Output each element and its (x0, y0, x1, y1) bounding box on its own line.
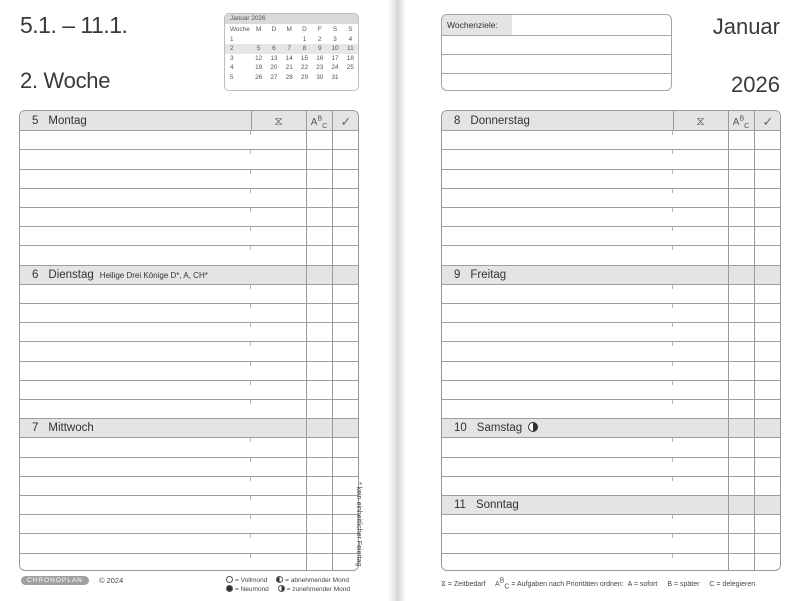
mini-calendar-month: Januar (230, 15, 250, 22)
entry-line[interactable] (20, 437, 358, 456)
waning-moon-label: = abnehmender Mond (285, 577, 349, 584)
entry-line[interactable] (20, 361, 358, 380)
time-tick (672, 458, 673, 462)
weekday-header: M (286, 26, 292, 33)
entry-line[interactable] (20, 130, 358, 149)
day-name: Dienstag (48, 268, 94, 281)
entry-line[interactable] (20, 226, 358, 245)
day-name: Sonntag (475, 499, 519, 511)
priority-c: C = delegieren (709, 581, 756, 589)
left-day-grid (19, 110, 359, 571)
full-moon-label: = Vollmond (235, 577, 268, 584)
calendar-day[interactable]: 1 (302, 35, 307, 43)
day-label (454, 499, 519, 511)
week-number: 2 (225, 44, 251, 54)
calendar-day[interactable] (266, 35, 281, 45)
weekday-header: M (255, 26, 262, 33)
entry-line[interactable] (20, 149, 358, 168)
time-tick (250, 246, 251, 250)
right-day-grid (441, 110, 781, 571)
week-number: 4 (230, 64, 234, 72)
abc-priority-icon: $A^B_C$ (732, 115, 750, 130)
date-range-title: 5.1. – 11.1. (20, 12, 128, 38)
entry-line[interactable] (442, 322, 780, 341)
calendar-day[interactable]: 15 (300, 54, 309, 62)
entry-line[interactable] (20, 207, 358, 226)
weekly-goals-box[interactable] (441, 14, 672, 91)
time-tick (672, 400, 673, 404)
entry-line[interactable] (442, 553, 780, 571)
abc-legend-label: = Aufgaben nach Prioritäten ordnen: (511, 581, 624, 589)
entry-line[interactable] (20, 495, 358, 514)
time-tick (672, 170, 673, 174)
hourglass-icon: ⧖ (696, 114, 705, 128)
day-label (454, 269, 506, 281)
time-tick (250, 438, 251, 442)
time-tick (672, 534, 673, 538)
mini-calendar-year: 2026 (251, 15, 266, 22)
calendar-day[interactable]: 25 (346, 64, 354, 72)
time-tick (672, 515, 673, 519)
calendar-day[interactable]: 16 (316, 54, 324, 62)
weekday-header: S (332, 26, 338, 33)
time-tick (250, 189, 251, 193)
day-label (32, 269, 208, 281)
day-label (32, 422, 94, 434)
weekly-goals-label: Wochenziele: (442, 15, 512, 35)
entry-line[interactable] (20, 553, 358, 571)
weekday-header: S (348, 26, 353, 33)
calendar-day[interactable]: 24 (331, 64, 339, 72)
calendar-day[interactable]: 2 (317, 35, 322, 43)
mini-calendar-header (225, 14, 358, 24)
time-tick (250, 554, 251, 558)
year-title: 2026 (731, 72, 780, 97)
entry-line[interactable] (442, 514, 780, 533)
calendar-day[interactable]: 27 (270, 73, 278, 81)
time-tick (672, 438, 673, 442)
time-tick (250, 150, 251, 154)
goals-line (442, 73, 671, 74)
calendar-day[interactable]: 21 (285, 64, 293, 72)
time-tick (672, 246, 673, 250)
day-name: Mittwoch (48, 422, 94, 435)
entry-line[interactable] (442, 207, 780, 226)
column-divider (754, 111, 755, 570)
hourglass-legend-icon: ⧖ (441, 581, 446, 589)
entry-line[interactable] (20, 284, 358, 303)
weekday-header: D (271, 26, 277, 33)
time-tick (250, 362, 251, 366)
calendar-day[interactable]: 6 (266, 44, 281, 54)
hourglass-icon: ⧖ (274, 114, 283, 128)
moon-legend (226, 576, 357, 594)
waxing-moon-icon (278, 585, 285, 592)
entry-line[interactable] (442, 437, 780, 456)
entry-line[interactable] (20, 514, 358, 533)
entry-line[interactable] (442, 380, 780, 399)
calendar-day[interactable]: 31 (331, 73, 339, 81)
entry-line[interactable] (442, 130, 780, 149)
time-tick (250, 381, 251, 385)
entry-line[interactable] (442, 533, 780, 552)
goals-line (442, 54, 671, 55)
new-moon-icon (226, 585, 233, 592)
entry-line[interactable] (20, 188, 358, 207)
entry-line[interactable] (20, 399, 358, 418)
day-name: Montag (48, 115, 87, 127)
time-tick (250, 304, 251, 308)
time-tick (672, 554, 673, 558)
calendar-day[interactable] (282, 35, 297, 45)
time-tick (250, 515, 251, 519)
time-tick (672, 208, 673, 212)
entry-line[interactable] (442, 476, 780, 495)
time-tick (250, 458, 251, 462)
mini-calendar-week-row (225, 35, 358, 45)
calendar-day[interactable]: 13 (270, 54, 278, 62)
day-number: 8 (454, 115, 461, 127)
week-number: 5 (230, 73, 234, 81)
calendar-day[interactable]: 23 (316, 64, 324, 72)
time-tick (250, 496, 251, 500)
week-column-header: Woche (230, 26, 250, 33)
calendar-day[interactable]: 4 (348, 35, 353, 43)
time-tick (672, 131, 673, 135)
time-tick (672, 189, 673, 193)
entry-line[interactable] (20, 245, 358, 264)
time-tick (250, 170, 251, 174)
time-tick (250, 477, 251, 481)
goals-line (442, 35, 671, 36)
day-number: 6 (32, 268, 39, 281)
time-tick (250, 342, 251, 346)
mini-calendar-weekday-row (225, 25, 358, 35)
time-tick (672, 381, 673, 385)
entry-line[interactable] (442, 226, 780, 245)
calendar-day[interactable]: 18 (346, 54, 354, 62)
column-divider (306, 111, 307, 570)
calendar-day[interactable]: 9 (312, 44, 327, 54)
day-label (32, 115, 87, 127)
time-tick (672, 362, 673, 366)
holiday-note: Heilige Drei Könige D*, A, CH* (99, 270, 208, 280)
brand-logo: CHRONOPLAN (21, 576, 89, 585)
calendar-day[interactable]: 10 (327, 44, 342, 54)
day-number: 10 (454, 422, 467, 435)
mini-calendar-table (225, 25, 358, 83)
weekday-header: D (302, 26, 307, 33)
entry-line[interactable] (442, 149, 780, 168)
time-tick (250, 285, 251, 289)
column-divider (728, 111, 729, 570)
weekday-header: F (317, 26, 322, 33)
entry-line[interactable] (442, 361, 780, 380)
priority-a: A = sofort (627, 581, 658, 589)
waxing-moon-icon (528, 422, 538, 432)
calendar-day[interactable]: 28 (285, 73, 293, 81)
entry-line[interactable] (20, 380, 358, 399)
time-tick (250, 323, 251, 327)
calendar-day[interactable]: 20 (270, 64, 278, 72)
book-spine (388, 0, 406, 601)
calendar-day[interactable]: 29 (300, 73, 309, 81)
time-tick (250, 400, 251, 404)
calendar-day[interactable]: 19 (255, 64, 263, 72)
entry-line[interactable] (20, 457, 358, 476)
day-number: 11 (454, 499, 466, 511)
abc-legend-icon: $A^B_C$ (495, 578, 510, 591)
day-name: Freitag (470, 268, 507, 281)
waning-moon-icon (276, 576, 283, 583)
time-tick (672, 342, 673, 346)
day-name: Samstag (476, 422, 523, 435)
mini-calendar-week-row (225, 44, 358, 54)
calendar-day[interactable]: 26 (255, 73, 263, 81)
week-number: 1 (230, 35, 234, 43)
time-tick (672, 304, 673, 308)
time-tick (672, 477, 673, 481)
entry-line[interactable] (20, 533, 358, 552)
mini-calendar-week-row (225, 63, 358, 73)
entry-line[interactable] (442, 457, 780, 476)
calendar-day[interactable]: 12 (255, 54, 263, 62)
mini-calendar (224, 13, 359, 91)
entry-line[interactable] (442, 188, 780, 207)
time-tick (250, 227, 251, 231)
week-number: 3 (230, 54, 234, 62)
new-moon-label: = Neumond (235, 586, 269, 593)
checkmark-icon: ✓ (762, 114, 774, 129)
abc-priority-icon: $A^B_C$ (310, 115, 328, 130)
copyright: © 2024 (98, 576, 124, 585)
entry-line[interactable] (20, 322, 358, 341)
week-title: 2. Woche (20, 68, 111, 93)
time-tick (250, 534, 251, 538)
calendar-day[interactable]: 8 (297, 44, 312, 54)
time-tick (672, 150, 673, 154)
time-tick (672, 227, 673, 231)
calendar-day[interactable] (251, 35, 266, 45)
calendar-day[interactable]: 30 (316, 73, 324, 81)
entry-line[interactable] (442, 169, 780, 188)
waxing-moon-label: = zunehmender Mond (286, 586, 351, 593)
entry-line[interactable] (20, 341, 358, 360)
entry-line[interactable] (20, 169, 358, 188)
entry-line[interactable] (442, 245, 780, 264)
mini-calendar-week-row (225, 73, 358, 83)
time-tick (672, 285, 673, 289)
calendar-day[interactable]: 5 (251, 44, 266, 54)
full-moon-icon (226, 576, 233, 583)
time-tick (672, 323, 673, 327)
calendar-day[interactable]: 22 (300, 64, 309, 72)
time-tick (250, 208, 251, 212)
entry-line[interactable] (442, 303, 780, 322)
day-label (454, 422, 538, 434)
entry-line[interactable] (20, 303, 358, 322)
checkmark-icon: ✓ (340, 114, 352, 129)
day-number: 7 (32, 422, 39, 435)
day-label (454, 115, 530, 127)
calendar-day[interactable]: 7 (282, 44, 297, 54)
time-tick (250, 131, 251, 135)
left-footer (21, 576, 123, 585)
day-number: 5 (32, 115, 39, 127)
calendar-day[interactable]: 3 (333, 35, 337, 43)
day-number: 9 (454, 268, 461, 281)
month-title: Januar (712, 14, 780, 39)
right-footer-legend (441, 578, 763, 591)
holiday-footnote: * kein einheitlicher Feiertag (355, 482, 362, 567)
day-name: Donnerstag (470, 115, 530, 127)
column-divider (332, 111, 333, 570)
entry-line[interactable] (442, 341, 780, 360)
calendar-day[interactable]: 14 (285, 54, 293, 62)
calendar-day[interactable]: 17 (331, 54, 339, 62)
mini-calendar-week-row (225, 54, 358, 64)
entry-line[interactable] (20, 476, 358, 495)
entry-line[interactable] (442, 284, 780, 303)
calendar-day[interactable] (343, 73, 358, 83)
priority-b: B = später (667, 581, 700, 589)
entry-line[interactable] (442, 399, 780, 418)
calendar-day[interactable]: 11 (343, 44, 358, 54)
time-legend-label: = Zeitbedarf (447, 581, 486, 589)
